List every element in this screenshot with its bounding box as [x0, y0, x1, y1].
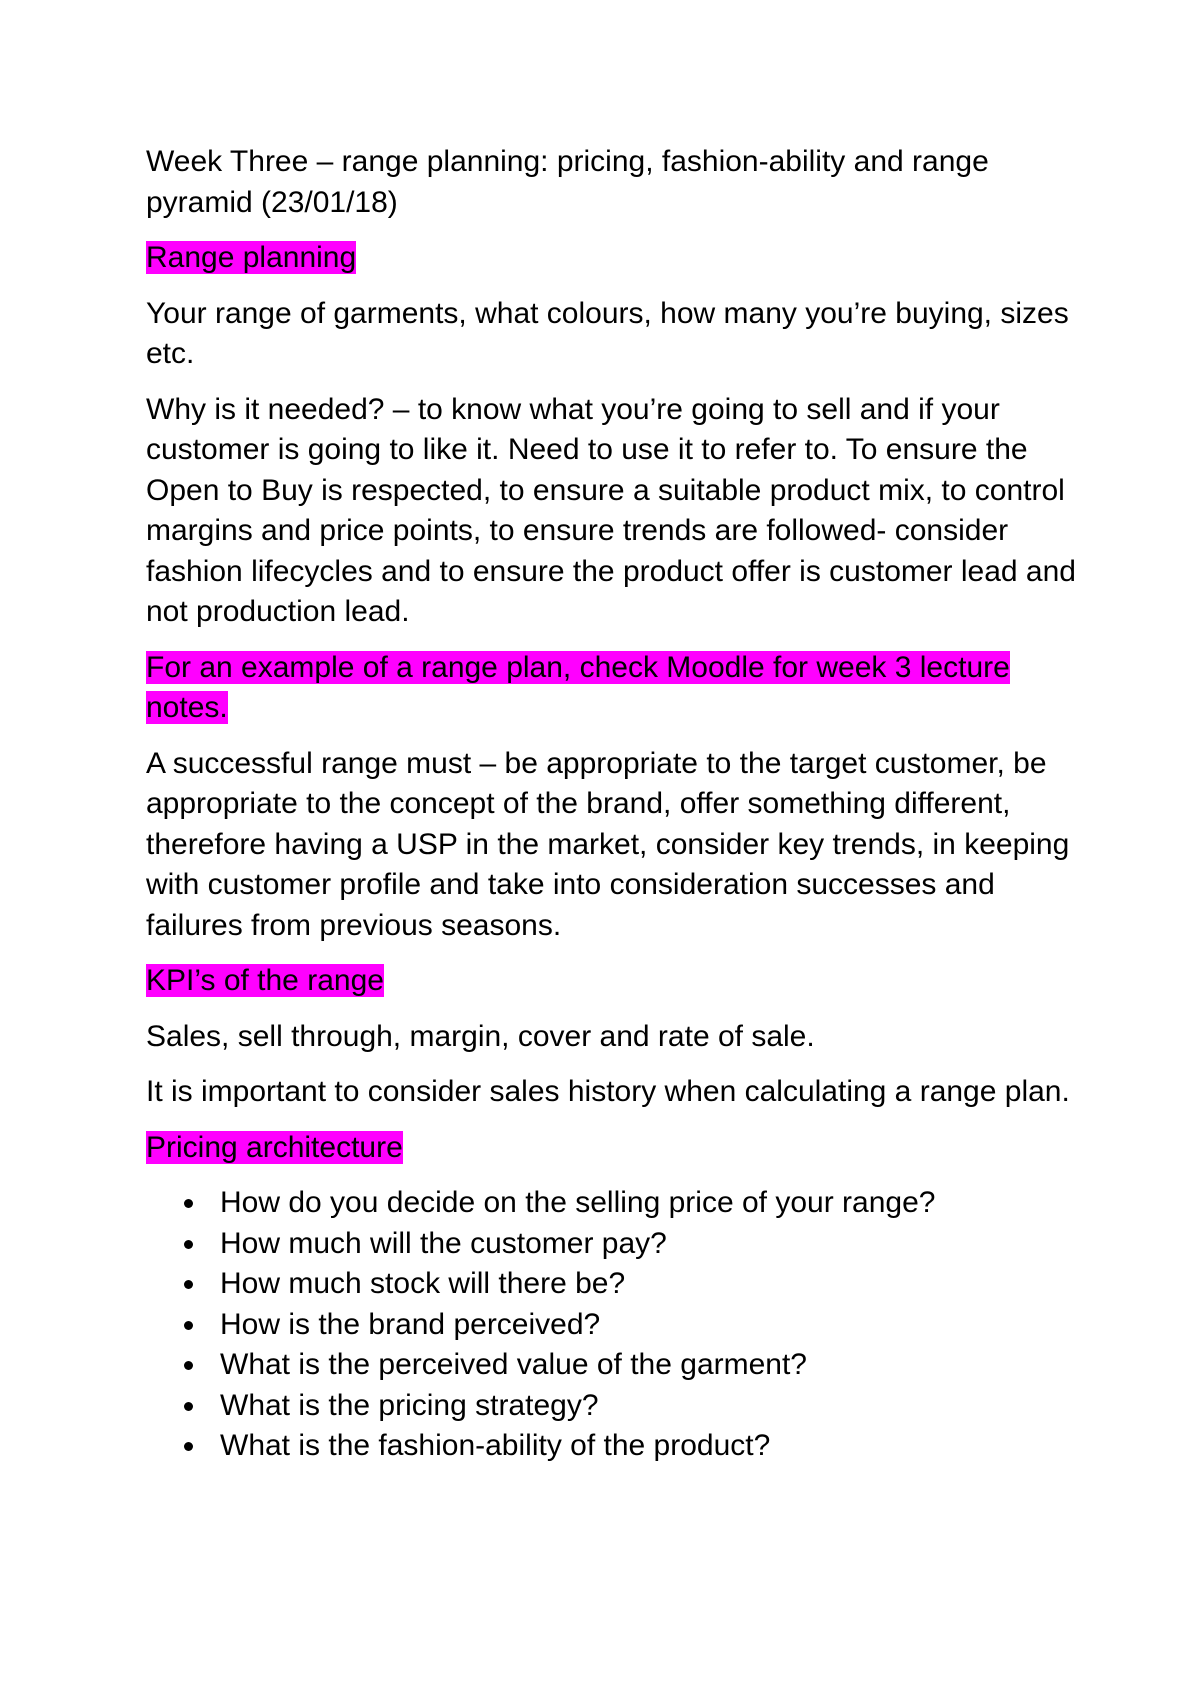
highlighted-note-text: For an example of a range plan, check Moodle for week 3 lecture notes. [146, 650, 1010, 724]
paragraph-sales-history: It is important to consider sales history when calculating a range plan. [146, 1075, 1070, 1108]
list-item-text: What is the fashion-ability of the product? [220, 1429, 771, 1462]
list-item-text: How much will the customer pay? [220, 1226, 667, 1260]
list-item [184, 1183, 1076, 1224]
pricing-questions-list [146, 1183, 1076, 1467]
list-item [184, 1386, 1076, 1427]
list-item-text: How much stock will there be? [220, 1267, 626, 1300]
list-item-text: What is the perceived value of the garment? [220, 1348, 807, 1381]
list-item [184, 1345, 1076, 1386]
paragraph-successful-range: A successful range must – be appropriate to the target customer, be appropriate to the concept of the brand, offer something different, therefore having a USP in the market, consider key trends, in keeping with customer profile and take into consideration successes and failures from previous seasons. [146, 746, 1070, 942]
bullet-icon [184, 1402, 193, 1411]
bullet-icon [184, 1199, 193, 1208]
moodle-note [146, 648, 1076, 729]
list-item-text: What is the pricing strategy? [220, 1388, 599, 1422]
heading-text: Pricing architecture [146, 1130, 403, 1164]
document-page [146, 142, 1076, 1467]
list-item-text: How do you decide on the selling price of your range? [220, 1186, 936, 1219]
section-heading-kpi [146, 961, 1076, 1002]
heading-text: KPI’s of the range [146, 964, 384, 997]
list-item [184, 1426, 1076, 1467]
bullet-icon [184, 1361, 193, 1370]
paragraph-why-needed: Why is it needed? – to know what you’re going to sell and if your customer is going to like it. Need to use it to refer to. To ensure the Open to Buy is respected, to ensure a suitable product mix, to control margins and price points, to ensure trends are followed- consider fashion lifecycles and to ensure the product offer is customer lead and not production lead. [146, 392, 1076, 628]
bullet-icon [184, 1321, 193, 1330]
section-heading-pricing [146, 1128, 1076, 1169]
paragraph-kpi-list: Sales, sell through, margin, cover and rate of sale. [146, 1019, 815, 1053]
bullet-icon [184, 1442, 193, 1451]
page-title: Week Three – range planning: pricing, fashion-ability and range pyramid (23/01/18) [146, 145, 989, 219]
bullet-icon [184, 1280, 193, 1289]
bullet-icon [184, 1240, 193, 1249]
heading-text: Range planning [146, 241, 357, 274]
list-item-text: How is the brand perceived? [220, 1307, 601, 1341]
list-item [184, 1305, 1076, 1346]
section-heading-range-planning [146, 238, 1076, 279]
list-item [184, 1264, 1076, 1305]
paragraph-range-definition: Your range of garments, what colours, how many you’re buying, sizes etc. [146, 296, 1069, 370]
list-item [184, 1224, 1076, 1265]
